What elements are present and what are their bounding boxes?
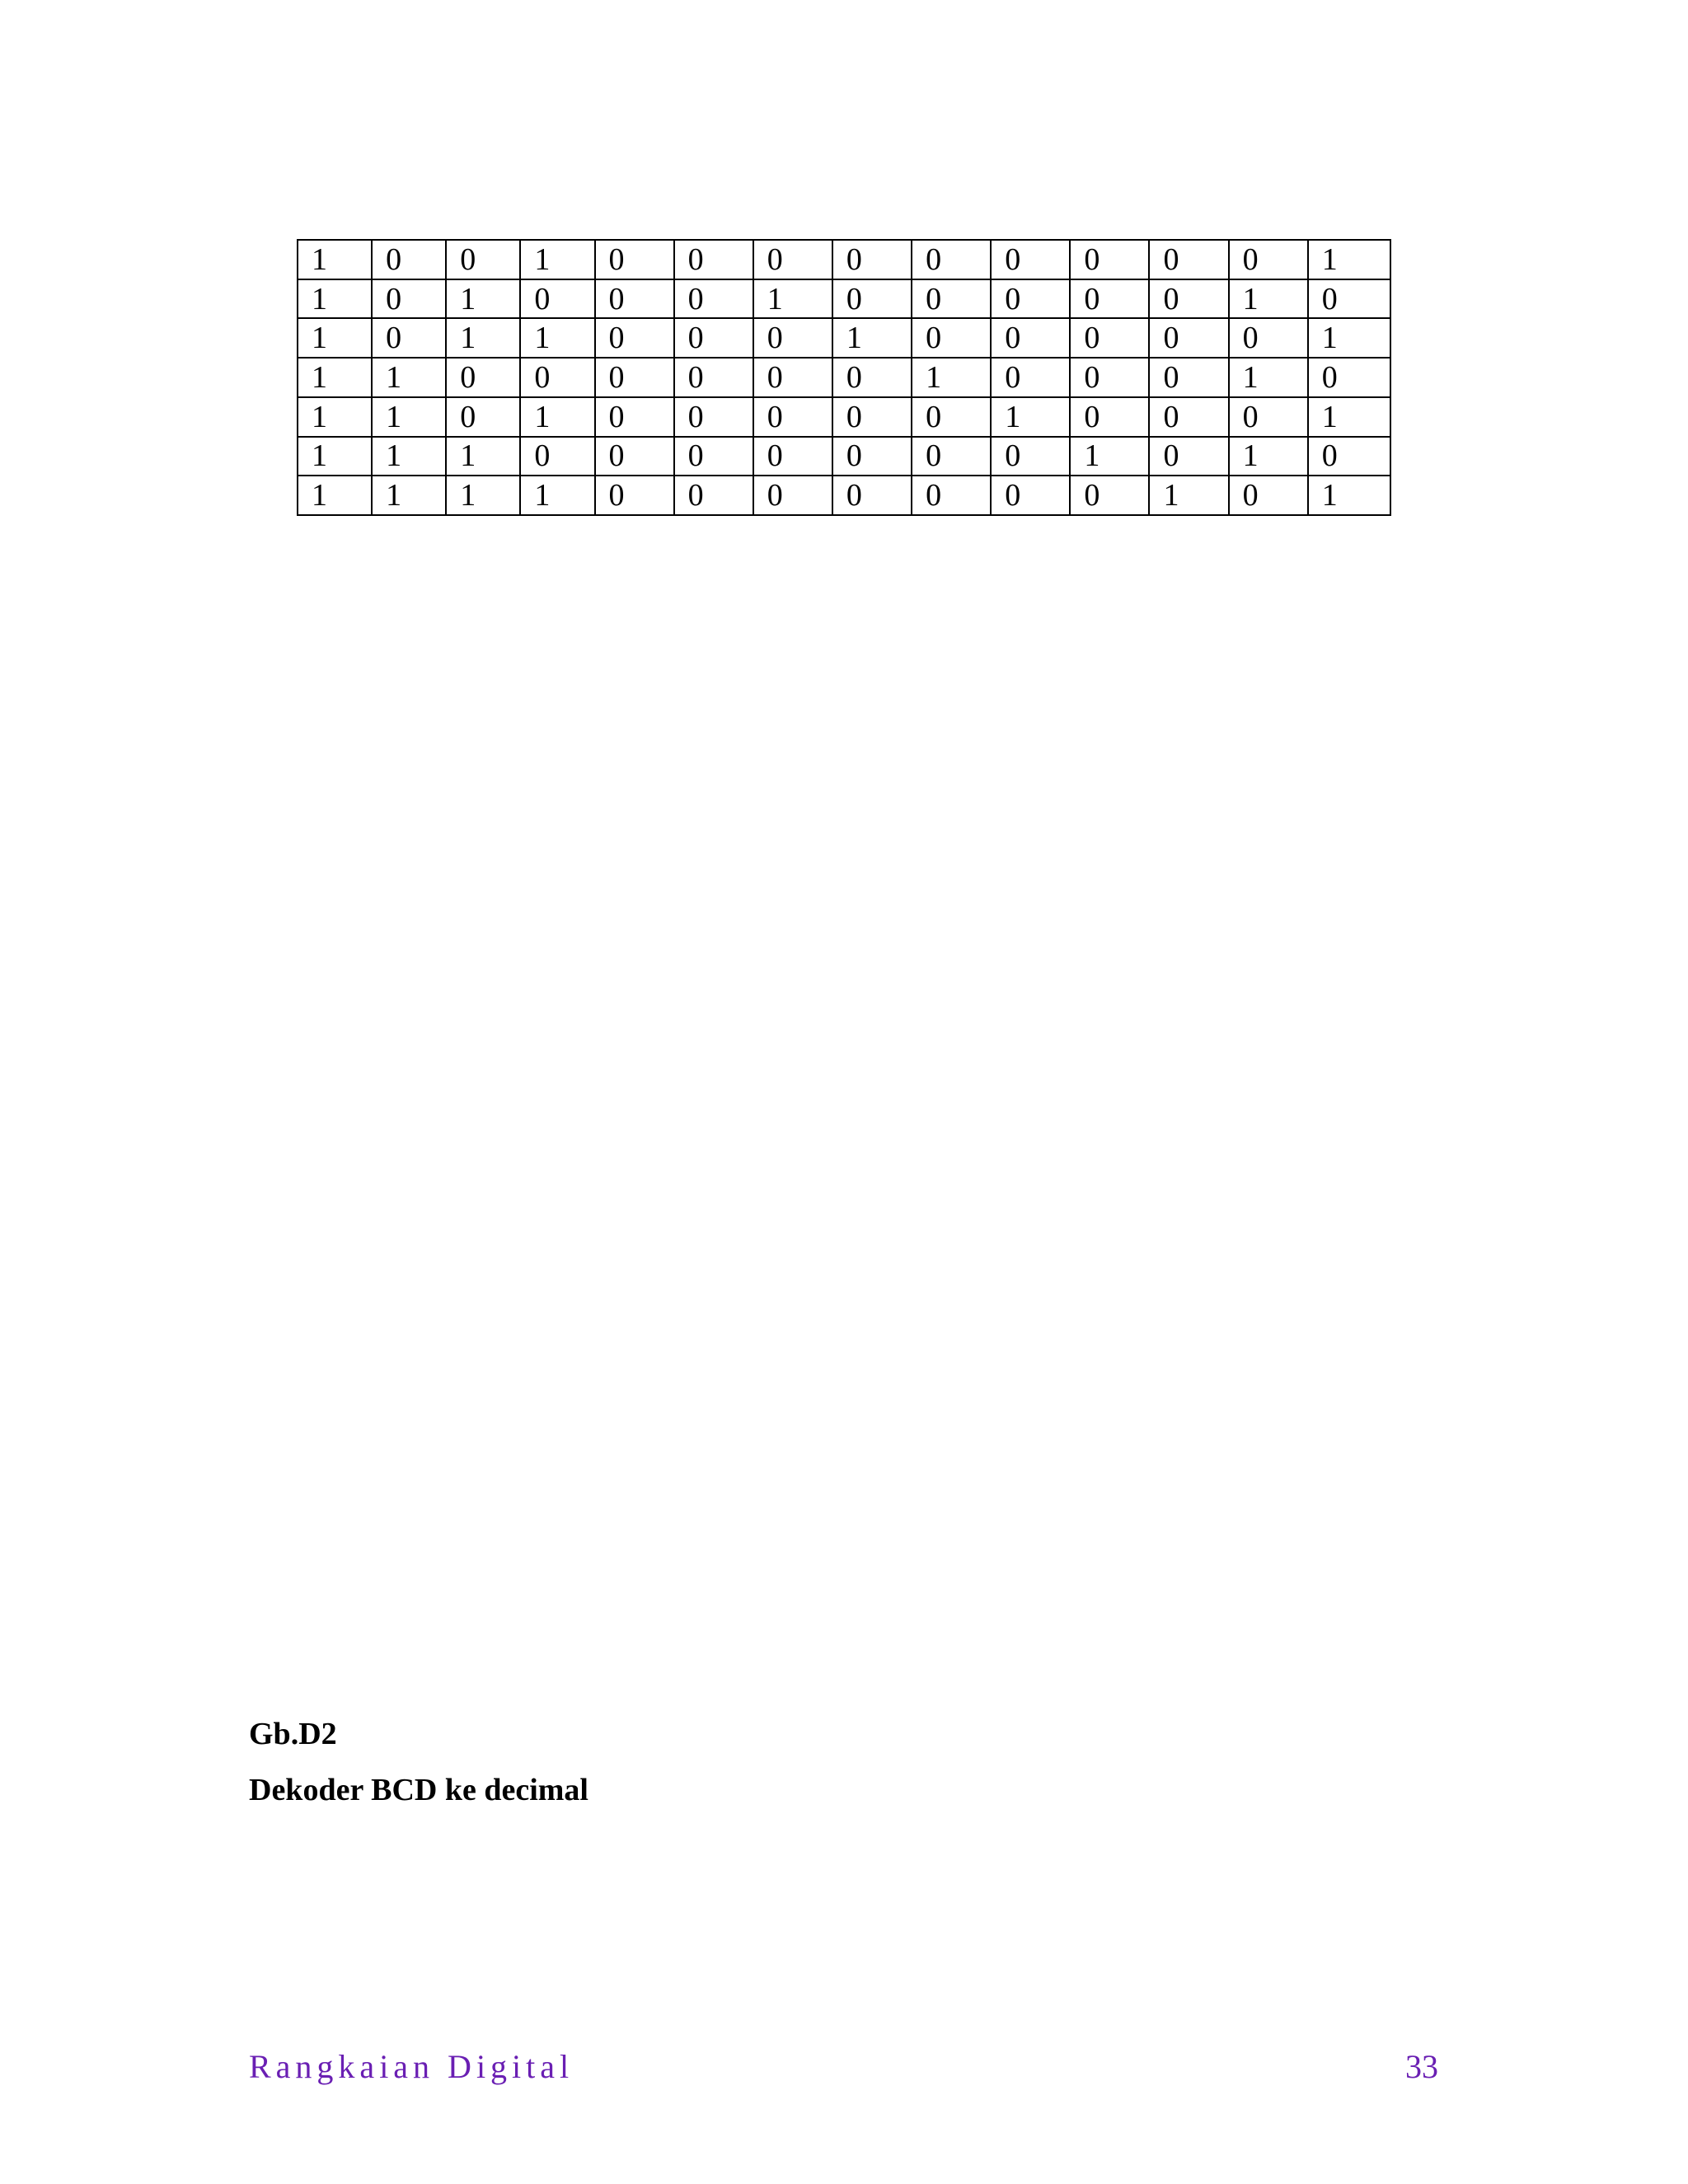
- table-cell: 1: [1308, 397, 1390, 437]
- table-cell: 0: [912, 476, 991, 515]
- table-cell: 0: [1229, 240, 1308, 279]
- figure-label: Gb.D2: [249, 1717, 337, 1751]
- footer-title: Rangkaian Digital: [249, 2048, 574, 2085]
- table-cell: 1: [372, 397, 446, 437]
- table-cell: 0: [991, 358, 1070, 397]
- table-cell: 0: [991, 476, 1070, 515]
- table-cell: 0: [991, 318, 1070, 358]
- table-cell: 0: [1308, 437, 1390, 476]
- table-cell: 0: [1070, 279, 1149, 319]
- table-row: [298, 437, 1390, 476]
- table-cell: 0: [1149, 318, 1228, 358]
- table-cell: 1: [832, 318, 912, 358]
- table-cell: 0: [753, 437, 832, 476]
- table-cell: 0: [674, 318, 753, 358]
- table-cell: 0: [1229, 476, 1308, 515]
- table-row: [298, 240, 1390, 279]
- table-cell: 1: [1229, 358, 1308, 397]
- table-cell: 0: [446, 240, 520, 279]
- table-cell: 0: [753, 476, 832, 515]
- table-cell: 0: [753, 358, 832, 397]
- table-cell: 1: [298, 397, 372, 437]
- table-cell: 0: [912, 318, 991, 358]
- table-cell: 0: [674, 437, 753, 476]
- table-cell: 0: [753, 318, 832, 358]
- table-cell: 0: [912, 279, 991, 319]
- table-row: [298, 358, 1390, 397]
- table-cell: 0: [991, 279, 1070, 319]
- table-cell: 1: [298, 318, 372, 358]
- table-cell: 0: [1149, 437, 1228, 476]
- table-cell: 0: [674, 476, 753, 515]
- table-cell: 0: [520, 279, 594, 319]
- table-cell: 0: [832, 476, 912, 515]
- table-cell: 1: [520, 397, 594, 437]
- table-cell: 0: [674, 240, 753, 279]
- table-cell: 1: [520, 476, 594, 515]
- table-cell: 0: [1149, 279, 1228, 319]
- table-cell: 1: [446, 318, 520, 358]
- table-cell: 0: [832, 279, 912, 319]
- table-cell: 1: [1308, 318, 1390, 358]
- table-cell: 0: [595, 476, 674, 515]
- table-cell: 0: [1149, 358, 1228, 397]
- table-row: [298, 318, 1390, 358]
- table-cell: 1: [753, 279, 832, 319]
- table-cell: 0: [674, 358, 753, 397]
- table-cell: 0: [372, 279, 446, 319]
- table-cell: 1: [298, 358, 372, 397]
- table-cell: 0: [446, 358, 520, 397]
- table-cell: 0: [372, 240, 446, 279]
- table-cell: 0: [1070, 358, 1149, 397]
- table-row: [298, 279, 1390, 319]
- figure-title: Dekoder BCD ke decimal: [249, 1773, 588, 1807]
- table-cell: 1: [520, 240, 594, 279]
- table-body: [298, 240, 1390, 515]
- table-cell: 0: [595, 437, 674, 476]
- table-cell: 0: [1229, 397, 1308, 437]
- table-cell: 1: [520, 318, 594, 358]
- table-cell: 1: [298, 437, 372, 476]
- table-cell: 0: [1229, 318, 1308, 358]
- page-number: 33: [1405, 2048, 1438, 2085]
- table-cell: 0: [446, 397, 520, 437]
- table-cell: 0: [1070, 240, 1149, 279]
- table-cell: 1: [1229, 437, 1308, 476]
- table-cell: 1: [446, 279, 520, 319]
- table-cell: 0: [595, 240, 674, 279]
- table-cell: 0: [595, 279, 674, 319]
- table-cell: 0: [832, 397, 912, 437]
- table-cell: 0: [912, 240, 991, 279]
- table-cell: 0: [1070, 318, 1149, 358]
- table-cell: 0: [674, 279, 753, 319]
- table-cell: 1: [446, 437, 520, 476]
- table-cell: 1: [1308, 476, 1390, 515]
- table-cell: 0: [832, 437, 912, 476]
- truth-table: [297, 239, 1391, 516]
- table-cell: 1: [1308, 240, 1390, 279]
- table-cell: 0: [1308, 358, 1390, 397]
- table-cell: 1: [372, 437, 446, 476]
- table-cell: 0: [832, 240, 912, 279]
- table-cell: 0: [520, 358, 594, 397]
- table-cell: 0: [1149, 397, 1228, 437]
- table-cell: 0: [372, 318, 446, 358]
- table-cell: 1: [991, 397, 1070, 437]
- table-cell: 1: [298, 476, 372, 515]
- table-row: [298, 397, 1390, 437]
- table-cell: 0: [595, 397, 674, 437]
- table-cell: 1: [1229, 279, 1308, 319]
- table-cell: 0: [595, 318, 674, 358]
- table-cell: 1: [912, 358, 991, 397]
- table-cell: 0: [1149, 240, 1228, 279]
- table-cell: 0: [1070, 397, 1149, 437]
- table-cell: 0: [753, 240, 832, 279]
- table-cell: 0: [991, 437, 1070, 476]
- table-cell: 0: [1070, 476, 1149, 515]
- table-cell: 1: [446, 476, 520, 515]
- table-row: [298, 476, 1390, 515]
- table-cell: 1: [298, 240, 372, 279]
- table-cell: 1: [1070, 437, 1149, 476]
- table-cell: 0: [753, 397, 832, 437]
- table-cell: 0: [991, 240, 1070, 279]
- table-cell: 1: [298, 279, 372, 319]
- table-cell: 0: [595, 358, 674, 397]
- table-cell: 0: [1308, 279, 1390, 319]
- table-cell: 0: [832, 358, 912, 397]
- table-cell: 1: [372, 476, 446, 515]
- table-cell: 0: [912, 397, 991, 437]
- table-cell: 1: [372, 358, 446, 397]
- table-cell: 0: [674, 397, 753, 437]
- table-cell: 1: [1149, 476, 1228, 515]
- table-cell: 0: [912, 437, 991, 476]
- table-cell: 0: [520, 437, 594, 476]
